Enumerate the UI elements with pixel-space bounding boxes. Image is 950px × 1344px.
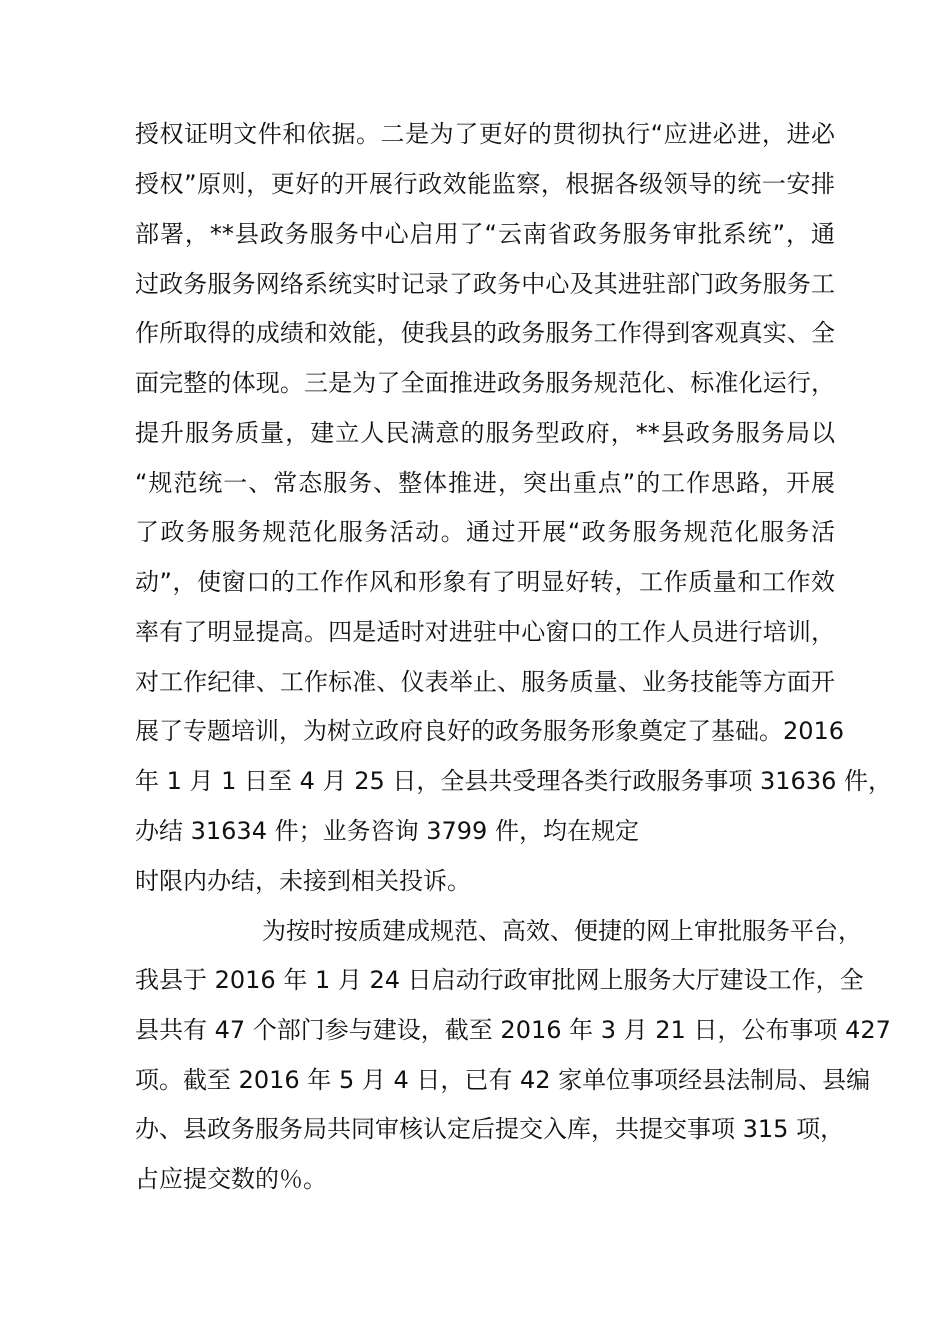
paragraph-1-line-12: 对工作纪律、工作标准、仪表举止、服务质量、业务技能等方面开 [135, 668, 835, 696]
paragraph-1-line-4: 过政务服务网络系统实时记录了政务中心及其进驻部门政务服务工 [135, 270, 835, 298]
paragraph-1-line-16: 时限内办结，未接到相关投诉。 [135, 867, 471, 895]
paragraph-2-line-6: 占应提交数的％。 [135, 1165, 327, 1193]
paragraph-1-line-13: 展了专题培训，为树立政府良好的政务服务形象奠定了基础。2016 [135, 717, 845, 745]
paragraph-1-line-15: 办结 31634 件；业务咨询 3799 件，均在规定 [135, 817, 639, 845]
paragraph-2-line-4: 项。截至 2016 年 5 月 4 日，已有 42 家单位事项经县法制局、县编 [135, 1066, 871, 1094]
paragraph-1-line-1: 授权证明文件和依据。二是为了更好的贯彻执行“应进必进，进必 [135, 120, 835, 148]
paragraph-2-line-1: 为按时按质建成规范、高效、便捷的网上审批服务平台， [262, 917, 862, 945]
paragraph-1-line-7: 提升服务质量，建立人民满意的服务型政府，**县政务服务局以 [135, 419, 835, 447]
paragraph-1-line-14: 年 1 月 1 日至 4 月 25 日，全县共受理各类行政服务事项 31636 件， [135, 767, 892, 795]
paragraph-2-line-3: 县共有 47 个部门参与建设，截至 2016 年 3 月 21 日，公布事项 427 [135, 1016, 891, 1044]
paragraph-1-line-2: 授权”原则，更好的开展行政效能监察，根据各级领导的统一安排 [135, 170, 835, 198]
paragraph-2-line-2: 我县于 2016 年 1 月 24 日启动行政审批网上服务大厅建设工作，全 [135, 966, 864, 994]
paragraph-1-line-3: 部署，**县政务服务中心启用了“云南省政务服务审批系统”，通 [135, 220, 835, 248]
paragraph-1-line-11: 率有了明显提高。四是适时对进驻中心窗口的工作人员进行培训， [135, 618, 835, 646]
paragraph-2-line-5: 办、县政务服务局共同审核认定后提交入库，共提交事项 315 项， [135, 1115, 845, 1143]
paragraph-1-line-9: 了政务服务规范化服务活动。通过开展“政务服务规范化服务活 [135, 518, 835, 546]
paragraph-1-line-5: 作所取得的成绩和效能，使我县的政务服务工作得到客观真实、全 [135, 319, 835, 347]
paragraph-1-line-10: 动”，使窗口的工作作风和形象有了明显好转，工作质量和工作效 [135, 568, 835, 596]
paragraph-1-line-6: 面完整的体现。三是为了全面推进政务服务规范化、标准化运行， [135, 369, 835, 397]
paragraph-1-line-8: “规范统一、常态服务、整体推进，突出重点”的工作思路，开展 [135, 469, 835, 497]
